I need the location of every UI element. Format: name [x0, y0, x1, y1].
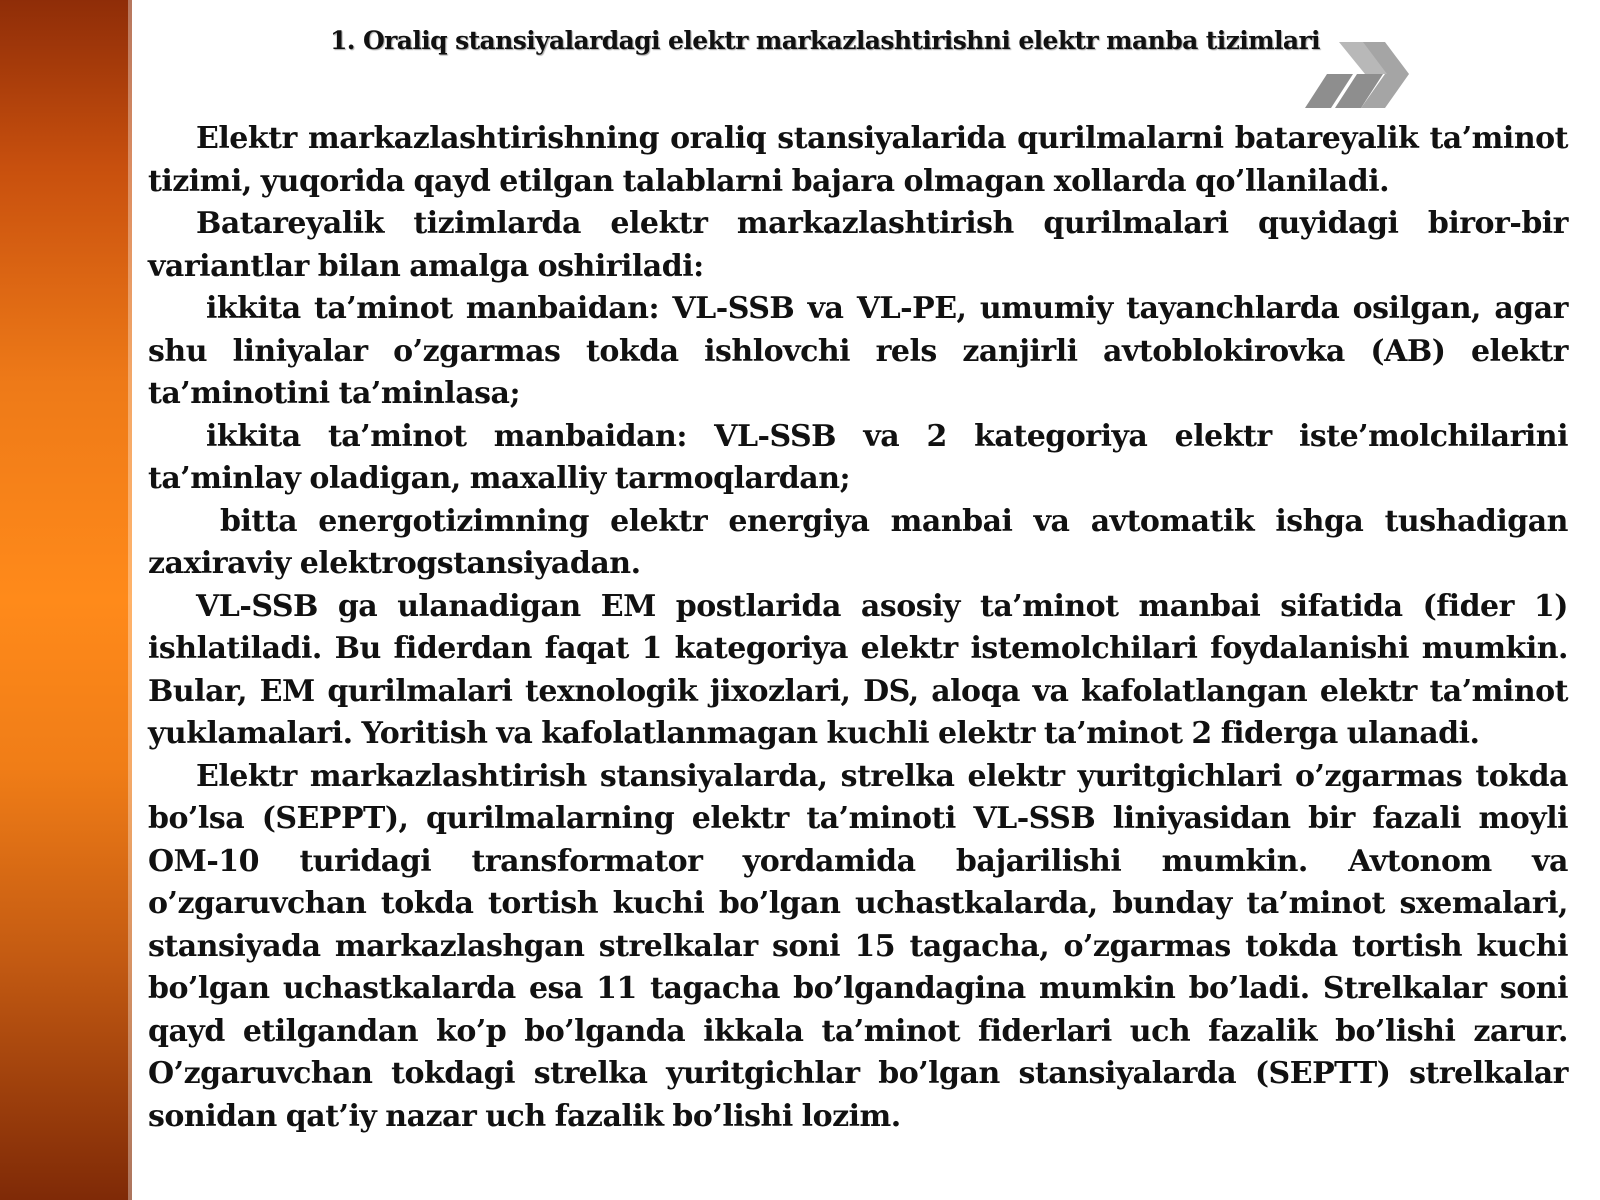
slide-title: 1. Oraliq stansiyalardagi elektr markazlashtirishni elektr manba tizimlari — [330, 26, 1320, 55]
double-chevron-right-icon — [1305, 40, 1415, 110]
paragraph: Elektr markazlashtirishning oraliq stansiyalarida qurilmalarni batareyalik ta’minot tizimi, yuqorida qayd etilgan talablarni bajara olmagan xollarda qo’llaniladi. — [148, 121, 1568, 199]
orange-sidebar-decoration — [0, 0, 132, 1200]
paragraph: VL-SSB ga ulanadigan EM postlarida asosiy ta’minot manbai sifatida (fider 1) ishlatiladi. Bu fiderdan faqat 1 kategoriya elektr istemolchilari foydalanishi mumkin. Bular, EM qurilmalari texnologik jixozlari, DS, aloqa va kafolatlangan elektr ta’minot yuklamalari. Yoritish va kafolatlanmagan kuchli elektr ta’minot 2 fiderga ulanadi. — [148, 588, 1568, 751]
list-item: bitta energotizimning elektr energiya manbai va avtomatik ishga tushadigan zaxiraviy elektrogstansiyadan. — [148, 503, 1568, 581]
paragraph: Batareyalik tizimlarda elektr markazlashtirish qurilmalari quyidagi biror-bir variantlar bilan amalga oshiriladi: — [148, 206, 1568, 284]
list-item: ikkita ta’minot manbaidan: VL-SSB va 2 kategoriya elektr iste’molchilarini ta’minlay oladigan, maxalliy tarmoqlardan; — [148, 418, 1568, 496]
paragraph: Elektr markazlashtirish stansiyalarda, strelka elektr yuritgichlari o’zgarmas tokda bo’lsa (SEPPT), qurilmalarning elektr ta’minoti VL-SSB liniyasidan bir fazali moyli OM-10 turidagi transformator yordamida bajarilishi mumkin. Avtonom va o’zgaruvchan tokda tortish kuchi bo’lgan uchastkalarda, bunday ta’minot sxemalari, stansiyada markazlashgan strelkalar soni 15 tagacha, o’zgarmas tokda tortish kuchi bo’lgan uchastkalarda esa 11 tagacha bo’lgandagina mumkin bo’ladi. Strelkalar soni qayd etilgandan ko’p bo’lganda ikkala ta’minot fiderlari uch fazalik bo’lishi zarur. O’zgaruvchan tokdagi strelka yuritgichlar bo’lgan stansiyalarda (SEPTT) strelkalar sonidan qat’iy nazar uch fazalik bo’lishi lozim. — [148, 758, 1568, 1134]
slide-body — [148, 118, 1568, 1138]
list-item: ikkita ta’minot manbaidan: VL-SSB va VL-PE, umumiy tayanchlarda osilgan, agar shu liniyalar o’zgarmas tokda ishlovchi rels zanjirli avtoblokirovka (AB) elektr ta’minotini ta’minlasa; — [148, 291, 1568, 411]
